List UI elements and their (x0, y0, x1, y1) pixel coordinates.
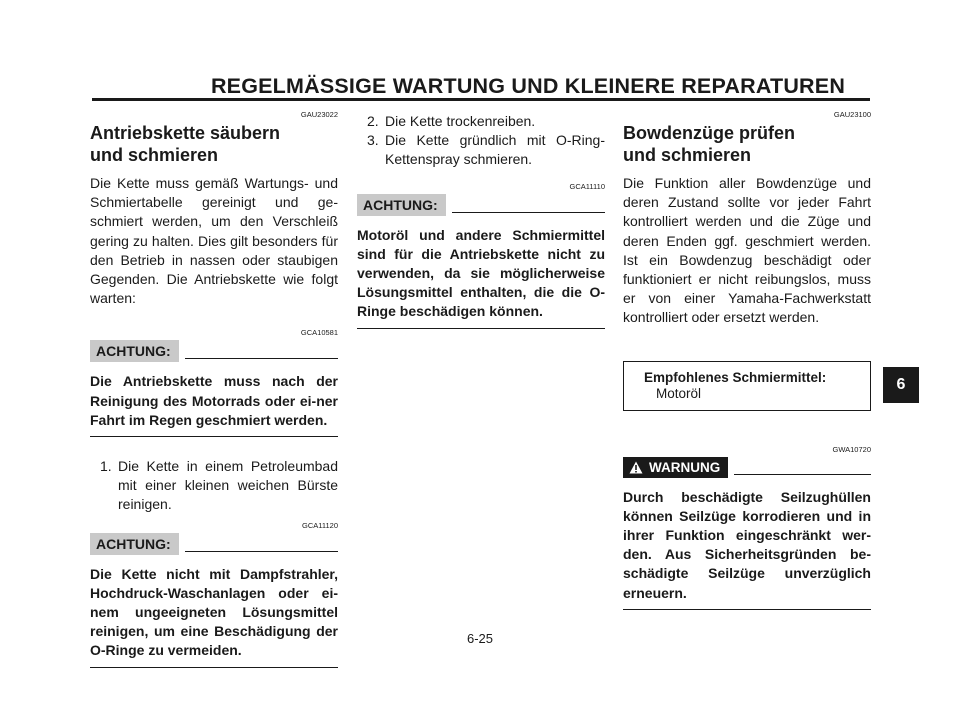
section-title (90, 122, 338, 166)
section-code: GAU23100 (833, 110, 871, 119)
notice-text: Motoröl und andere Schmiermittel sind für die Antriebskette nicht zu verwenden, da sie möglicherweise Lösungsmittel enthalten, die die O-Ringe beschädigen können. (357, 226, 605, 329)
warning-text: Durch beschädigte Seilzughüllen können Seilzüge korrodieren und in ihrer Funktion eingeschränkt wer-den. Aus Sicherheitsgründen be-schädigte Seilzüge unverzüglich erneuern. (623, 488, 871, 610)
step-number: 2. (367, 113, 379, 129)
list-item (357, 112, 605, 131)
lubricant-box (623, 361, 871, 411)
notice-text: Die Kette nicht mit Dampfstrahler, Hochdruck-Waschanlagen oder ei-nem ungeeigneten Lösungsmittel reinigen, um eine Beschädigung der O-Ringe zu vermeiden. (90, 565, 338, 668)
step-number: 3. (367, 132, 379, 149)
warning-code: GWA10720 (832, 444, 871, 454)
section-title-line1: Antriebskette säubern (90, 123, 281, 143)
lubricant-value: Motoröl (656, 385, 702, 401)
section-title-line1: Bowdenzüge prüfen (623, 123, 795, 143)
intro-text: Die Funktion aller Bowdenzüge und deren Zustand sollte vor jeder Fahrt kontrolliert werden und die Züge und deren Enden ggf. geschmiert werden. Ist ein Bowdenzug beschädigt oder funktioniert er nicht reibungslos, muss er von einer Yamaha-Fachwerkstatt kontrolliert oder ersetzt werden. (623, 175, 871, 326)
notice-rule (185, 358, 338, 359)
column-1 (90, 110, 338, 668)
step-text: Die Kette trockenreiben. (385, 113, 536, 129)
warning-badge (623, 457, 728, 478)
step-text: Die Kette in einem Petroleumbad mit einer kleinen weichen Bürste reinigen. (118, 458, 338, 513)
list-item (90, 457, 338, 515)
list-item (357, 131, 605, 169)
notice-rule (452, 212, 605, 213)
column-3 (623, 110, 871, 610)
column-2 (357, 110, 605, 329)
lubricant-title: Empfohlenes Schmiermittel: (644, 369, 827, 385)
notice-title (357, 194, 605, 216)
step-number: 1. (100, 458, 112, 475)
notice-code: GCA11110 (569, 181, 605, 191)
warning-title (623, 457, 871, 478)
warning-rule (734, 474, 871, 475)
warning-triangle-icon (629, 461, 643, 474)
section-title (623, 122, 871, 166)
step-text: Die Kette gründlich mit O-Ring-Kettenspray schmieren. (385, 132, 605, 168)
header-rule (92, 98, 870, 101)
notice-title (90, 340, 338, 362)
notice-code: GCA11120 (302, 520, 338, 530)
notice-text: Die Antriebskette muss nach der Reinigung des Motorrads oder ei-ner Fahrt im Regen geschmiert werden. (90, 372, 338, 437)
chapter-tab: 6 (883, 367, 919, 403)
step-list (90, 457, 338, 515)
achtung-badge: ACHTUNG: (90, 533, 179, 555)
notice-rule (185, 551, 338, 552)
section-title-line2: und schmieren (90, 145, 219, 165)
notice-code: GCA10581 (300, 328, 338, 338)
achtung-badge: ACHTUNG: (357, 194, 446, 216)
section-code: GAU23022 (300, 110, 338, 119)
warning-label: WARNUNG (649, 459, 721, 475)
page-number: 6-25 (466, 631, 494, 646)
section-title-line2: und schmieren (623, 145, 752, 165)
step-list (357, 112, 605, 170)
intro-text: Die Kette muss gemäß Wartungs- und Schmiertabelle gereinigt und ge-schmiert werden, um den Verschleiß gering zu halten. Dies gilt besonders für den Betrieb in nassen oder staubigen Gegenden. Die Antriebskette wie folgt warten: (90, 175, 338, 307)
notice-title (90, 533, 338, 555)
achtung-badge: ACHTUNG: (90, 340, 179, 362)
page-header-title: REGELMÄSSIGE WARTUNG UND KLEINERE REPARATUREN (210, 74, 846, 98)
